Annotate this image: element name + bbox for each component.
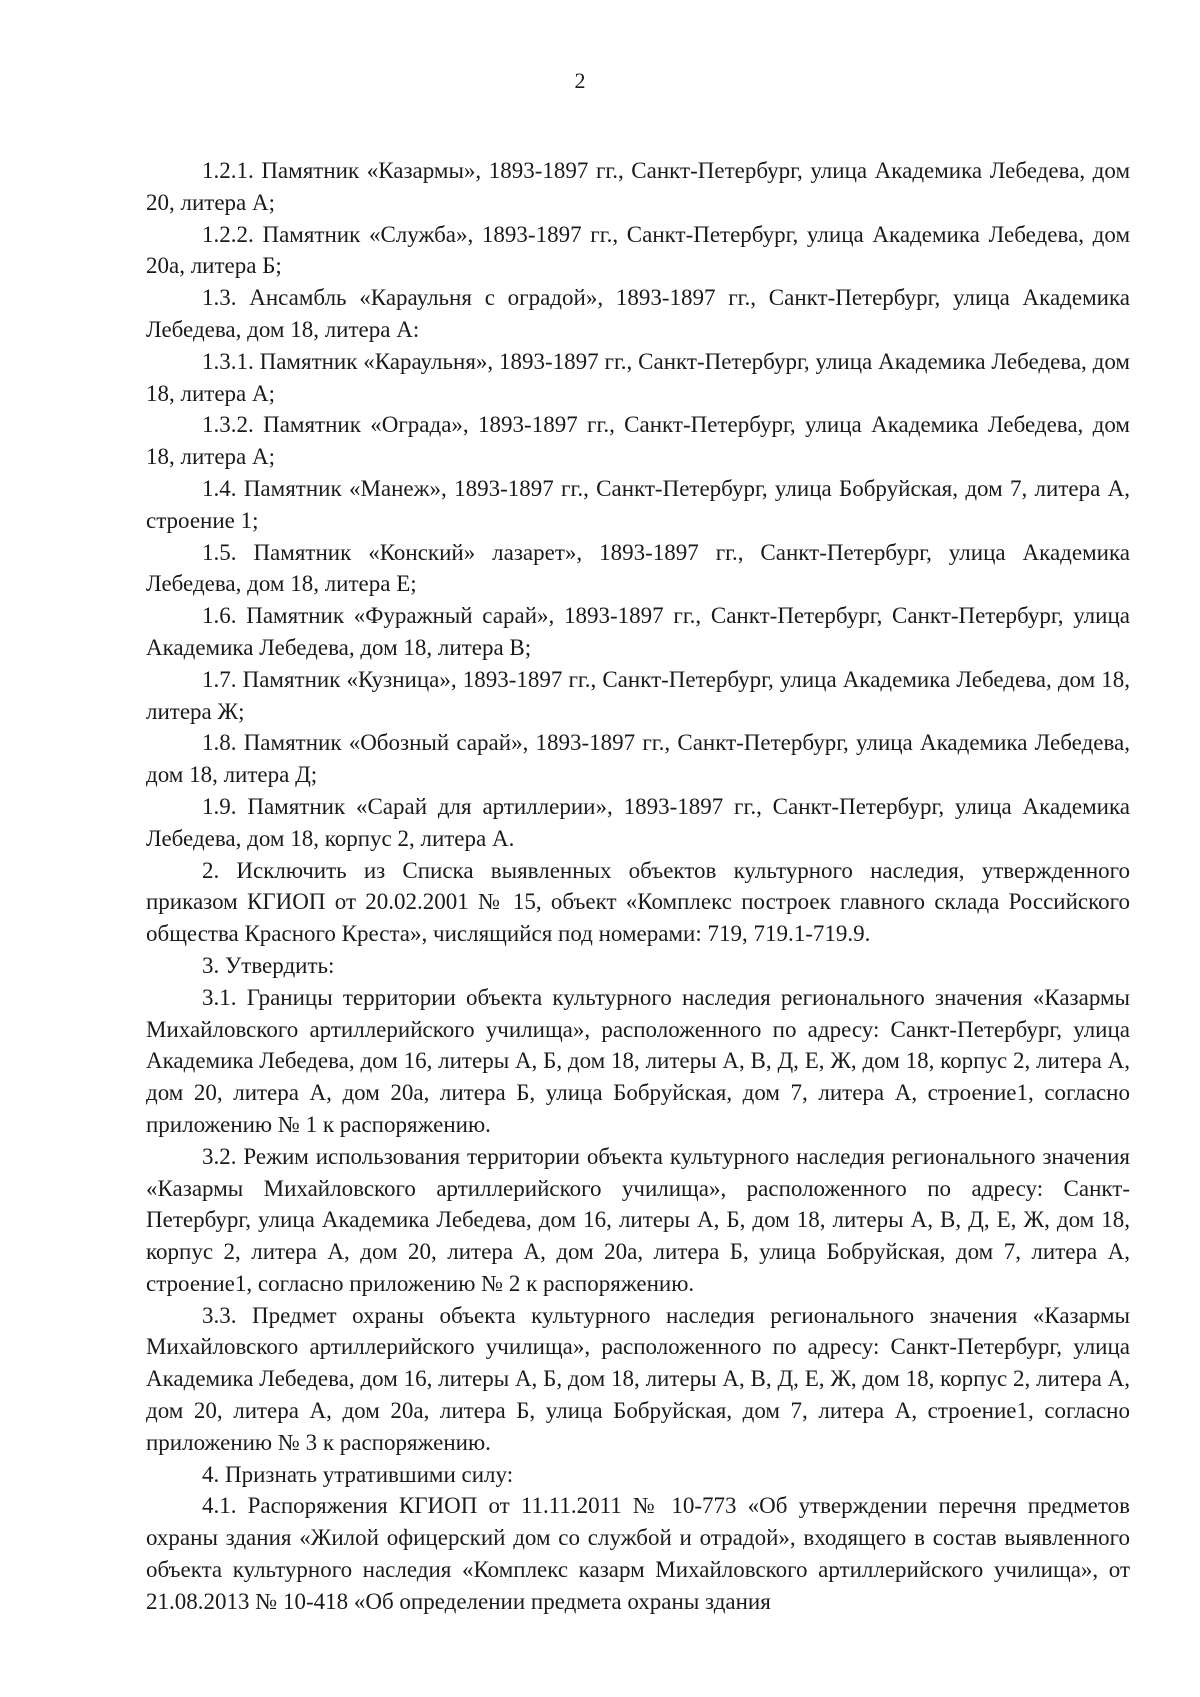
paragraph: 4.1. Распоряжения КГИОП от 11.11.2011 № 10-773 «Об утверждении перечня предметов охраны здания «Жилой офицерский дом со службой и отрадой», входящего в состав выявленного объекта культурного наследия «Комплекс казарм Михайловского артиллерийского училища», от 21.08.2013 № 10-418 «Об определении предмета охраны здания	[146, 1493, 1130, 1614]
paragraph: 3. Утвердить:	[202, 952, 335, 978]
paragraph: 1.7. Памятник «Кузница», 1893-1897 гг., Санкт-Петербург, улица Академика Лебедева, дом 18, литера Ж;	[146, 666, 1130, 724]
paragraph: 2. Исключить из Списка выявленных объектов культурного наследия, утвержденного приказом КГИОП от 20.02.2001 № 15, объект «Комплекс построек главного склада Российского общества Красного Креста», числящийся под номерами: 719, 719.1-719.9.	[146, 857, 1130, 947]
paragraph: 1.2.2. Памятник «Служба», 1893-1897 гг., Санкт-Петербург, улица Академика Лебедева, дом 20а, литера Б;	[146, 221, 1130, 279]
paragraph: 1.4. Памятник «Манеж», 1893-1897 гг., Санкт-Петербург, улица Бобруйская, дом 7, литера А, строение 1;	[146, 475, 1130, 533]
paragraph: 3.3. Предмет охраны объекта культурного наследия регионального значения «Казармы Михайловского артиллерийского училища», расположенного по адресу: Санкт-Петербург, улица Академика Лебедева, дом 16, литеры А, Б, дом 18, литеры А, В, Д, Е, Ж, дом 18, корпус 2, литера А, дом 20, литера А, дом 20а, литера Б, улица Бобруйская, дом 7, литера А, строение1, согласно приложению № 3 к распоряжению.	[146, 1302, 1130, 1455]
paragraph: 1.6. Памятник «Фуражный сарай», 1893-1897 гг., Санкт-Петербург, Санкт-Петербург, улица Академика Лебедева, дом 18, литера В;	[146, 603, 1130, 660]
paragraph: 1.5. Памятник «Конский» лазарет», 1893-1897 гг., Санкт-Петербург, улица Академика Лебедева, дом 18, литера Е;	[146, 539, 1130, 597]
paragraph: 1.2.1. Памятник «Казармы», 1893-1897 гг., Санкт-Петербург, улица Академика Лебедева, дом 20, литера А;	[146, 158, 1130, 215]
paragraph: 1.8. Памятник «Обозный сарай», 1893-1897 гг., Санкт-Петербург, улица Академика Лебедева, дом 18, литера Д;	[146, 730, 1130, 788]
paragraph: 1.9. Памятник «Сарай для артиллерии», 1893-1897 гг., Санкт-Петербург, улица Академика Лебедева, дом 18, корпус 2, литера А.	[146, 793, 1130, 851]
paragraph: 4. Признать утратившими силу:	[202, 1461, 514, 1487]
paragraph: 1.3.2. Памятник «Ограда», 1893-1897 гг., Санкт-Петербург, улица Академика Лебедева, дом 18, литера А;	[146, 412, 1130, 470]
paragraph: 1.3.1. Памятник «Караульня», 1893-1897 гг., Санкт-Петербург, улица Академика Лебедева, дом 18, литера А;	[146, 348, 1130, 406]
document-body	[146, 155, 1130, 1618]
paragraph: 1.3. Ансамбль «Караульня с оградой», 1893-1897 гг., Санкт-Петербург, улица Академика Лебедева, дом 18, литера А:	[146, 285, 1130, 342]
page-number: 2	[574, 68, 586, 93]
paragraph: 3.2. Режим использования территории объекта культурного наследия регионального значения «Казармы Михайловского артиллерийского училища», расположенного по адресу: Санкт-Петербург, улица Академика Лебедева, дом 16, литеры А, Б, дом 18, литеры А, В, Д, Е, Ж, дом 18, корпус 2, литера А, дом 20, литера А, дом 20а, литера Б, улица Бобруйская, дом 7, литера А, строение1, согласно приложению № 2 к распоряжению.	[146, 1143, 1130, 1296]
paragraph: 3.1. Границы территории объекта культурного наследия регионального значения «Казармы Михайловского артиллерийского училища», расположенного по адресу: Санкт-Петербург, улица Академика Лебедева, дом 16, литеры А, Б, дом 18, литеры А, В, Д, Е, Ж, дом 18, корпус 2, литера А, дом 20, литера А, дом 20а, литера Б, улица Бобруйская, дом 7, литера А, строение1, согласно приложению № 1 к распоряжению.	[146, 984, 1130, 1137]
